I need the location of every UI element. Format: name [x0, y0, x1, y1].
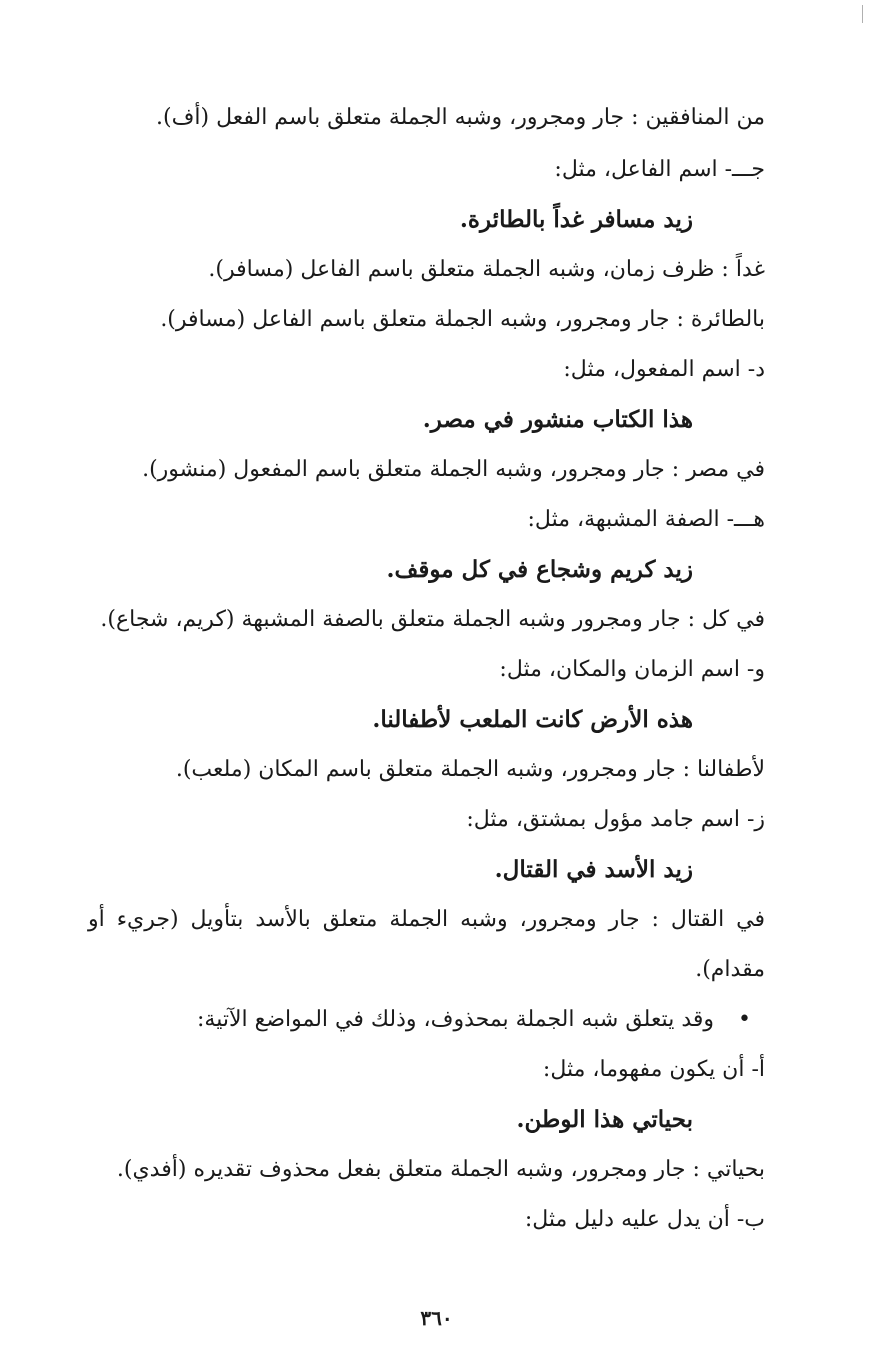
example-sentence-5: زيد الأسد في القتال.	[494, 856, 693, 883]
heading-case-b: ب- أن يدل عليه دليل مثل:	[524, 1207, 765, 1232]
bullet-item	[197, 1005, 751, 1035]
text-line-8: في مصر : جار ومجرور، وشبه الجملة متعلق باسم المفعول (منشور).	[142, 457, 765, 482]
heading-ism-jamid: ز- اسم جامد مؤول بمشتق، مثل:	[466, 807, 765, 832]
example-sentence-1: زيد مسافر غداً بالطائرة.	[459, 206, 693, 233]
scan-artifact-mark	[862, 5, 863, 23]
heading-sifa-mushabbaha: هـــ- الصفة المشبهة، مثل:	[527, 507, 765, 532]
example-sentence-4: هذه الأرض كانت الملعب لأطفالنا.	[372, 706, 693, 733]
example-sentence-3: زيد كريم وشجاع في كل موقف.	[386, 556, 693, 583]
text-line-22: بحياتي : جار ومجرور، وشبه الجملة متعلق بفعل محذوف تقديره (أفدي).	[116, 1157, 765, 1182]
text-line-11: في كل : جار ومجرور وشبه الجملة متعلق بالصفة المشبهة (كريم، شجاع).	[100, 607, 765, 632]
example-sentence-2: هذا الكتاب منشور في مصر.	[422, 406, 693, 433]
text-line-4: غداً : ظرف زمان، وشبه الجملة متعلق باسم الفاعل (مسافر).	[208, 257, 765, 282]
bullet-dot: •	[738, 1007, 751, 1032]
heading-ism-maful: د- اسم المفعول، مثل:	[563, 357, 765, 382]
text-line-14: لأطفالنا : جار ومجرور، وشبه الجملة متعلق باسم المكان (ملعب).	[175, 757, 765, 782]
heading-ism-fail: جـــ- اسم الفاعل، مثل:	[554, 157, 765, 182]
text-line-17: في القتال : جار ومجرور، وشبه الجملة متعلق بالأسد بتأويل (جريء أو	[88, 907, 765, 932]
text-line-18: مقدام).	[695, 957, 765, 982]
page-number: ٣٦٠	[420, 1306, 453, 1330]
heading-case-a: أ- أن يكون مفهوما، مثل:	[542, 1057, 765, 1082]
text-line-1: من المنافقين : جار ومجرور، وشبه الجملة متعلق باسم الفعل (أف).	[156, 105, 765, 130]
heading-ism-zaman-makan: و- اسم الزمان والمكان، مثل:	[499, 657, 765, 682]
bullet-text: وقد يتعلق شبه الجملة بمحذوف، وذلك في المواضع الآتية:	[197, 1007, 715, 1032]
text-line-5: بالطائرة : جار ومجرور، وشبه الجملة متعلق باسم الفاعل (مسافر).	[160, 307, 765, 332]
example-sentence-6: بحياتي هذا الوطن.	[516, 1106, 693, 1133]
